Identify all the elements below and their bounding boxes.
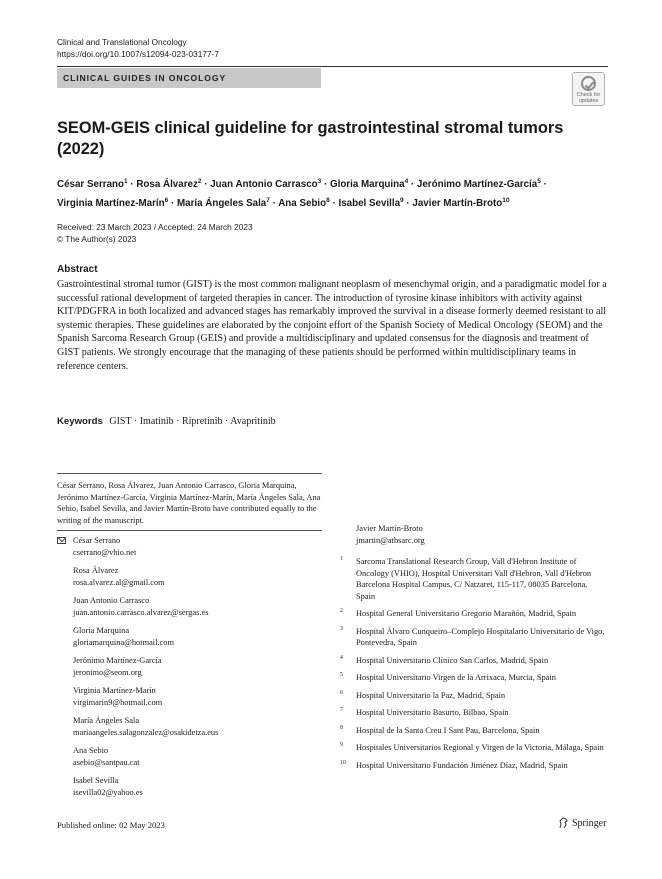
contact-item [57,595,327,618]
author[interactable] [412,198,509,209]
publisher-name: Springer [572,817,607,829]
author[interactable] [177,198,270,209]
keywords-list: GIST · Imatinib · Ripretinib · Avapritinib [109,416,276,427]
journal-header [57,37,219,60]
affiliation-text: Sarcoma Translational Research Group, Vall d'Hebron Institute of Oncology (VHIO), Hospital Universitari Vall d'Hebron, Vall d'Hebron Barcelona Hospital Campus, C/ Natzaret, 115-117, 08035 Barcelona, Spain [356,557,592,601]
contact-item [57,775,327,798]
author-name: María Ángeles Sala [176,197,267,209]
contact-list [57,535,327,805]
affiliation-item [340,760,608,772]
contact-name: Jerónimo Martínez-García [73,656,162,665]
contact-name: Ana Sebio [73,746,109,755]
contact-email[interactable]: juan.antonio.carrasco.alvarez@sergas.es [73,607,209,617]
contact-name: Virginia Martínez-Marín [73,686,156,695]
affiliation-number: 3 [340,625,343,632]
affiliation-text: Hospital Universitario la Paz, Madrid, Spain [356,690,506,700]
author-affiliation-number: 5 [537,178,541,185]
author-name: Gloria Marquina [329,179,405,190]
affiliation-item [340,690,608,702]
affiliation-item [340,626,608,649]
received-accepted: Received: 23 March 2023 / Accepted: 24 March 2023 [57,222,253,232]
footnote-rule [57,473,322,474]
affiliation-text: Hospital Universitario Basurto, Bilbao, Spain [356,708,509,717]
equal-contribution-note: César Serrano, Rosa Álvarez, Juan Antonio Carrasco, Gloria Marquina, Jerónimo Martínez-García, Virginia Martínez-Marín, María Ángeles Sala, Ana Sebio, Isabel Sevilla, and Javier Martín-Broto have contributed equally to the writing of the manuscript. [57,481,321,525]
affiliation-number: 6 [340,689,343,696]
contact-item [57,715,327,738]
check-for-updates-badge[interactable] [572,72,605,106]
author[interactable] [278,198,330,209]
author[interactable] [417,179,541,190]
author-affiliation-number: 9 [400,196,404,204]
affiliation-item [340,725,608,737]
affiliation-number: 9 [340,742,343,748]
contact-email[interactable]: gloriamarquina@hotmail.com [73,637,174,647]
contact-email[interactable]: jmartin@atbsarc.org [356,535,425,545]
affiliation-number: 10 [340,759,346,766]
author-name: Javier Martín-Broto [412,197,503,209]
contact-name: María Ángeles Sala [73,716,140,725]
affiliation-number: 8 [340,724,343,731]
affiliation-item [340,655,608,667]
affiliation-list [340,556,608,777]
author-name: Virginia Martínez-Marín [57,197,165,209]
author-name: Isabel Sevilla [338,197,401,209]
contact-email[interactable]: asebio@santpau.cat [73,757,140,767]
affiliation-text: Hospital Universitario Fundación Jiménez Díaz, Madrid, Spain [356,760,568,770]
contact-email[interactable]: cserrano@vhio.net [73,547,137,557]
author-affiliation-number: 8 [326,196,330,204]
contact-item [57,685,327,708]
author[interactable] [338,198,403,209]
author-affiliation-number: 7 [266,196,270,204]
author-affiliation-number: 6 [164,196,169,204]
contact-name: Gloria Marquina [73,626,130,635]
article-dates [57,221,253,245]
author-name: César Serrano [57,179,124,190]
author-affiliation-number: 3 [317,178,322,185]
affiliation-number: 1 [340,556,343,562]
journal-name: Clinical and Translational Oncology [57,37,187,47]
check-updates-line2: updates [578,98,599,104]
springer-horse-icon [558,817,569,829]
affiliation-item [340,742,608,754]
article-title: SEOM-GEIS clinical guideline for gastrointestinal stromal tumors (2022) [57,119,564,158]
abstract-text: Gastrointestinal stromal tumor (GIST) is the most common malignant neoplasm of mesenchymal origin, and a paradigmatic model for a successful rational development of targeted therapies in cancer. The introduction of tyrosine kinase inhibitors with activity against KIT/PDGFRA in both localized and advanced stages has remarkably improved the survival in a disease formerly deemed resistant to all systemic therapies. These guidelines are elaborated by the conjoint effort of the Spanish Society of Medical Oncology (SEOM) and the Spanish Sarcoma Research Group (GEIS) and provide a multidisciplinary and updated consensus for the diagnosis and treatment of GIST patients. We strongly encourage that the managing of these patients should be performed within multidisciplinary teams in reference centers. [57,279,607,372]
author-name: Juan Antonio Carrasco [210,179,318,190]
header-rule [57,66,608,67]
contact-email[interactable]: isevilla02@yahoo.es [73,787,143,797]
contact-rule [57,530,322,531]
check-updates-line1: Check for [576,92,601,98]
section-banner: CLINICAL GUIDES IN ONCOLOGY [57,68,321,88]
envelope-icon [57,537,66,544]
affiliation-text: Hospital Álvaro Cunqueiro–Complejo Hospitalario Universitario de Vigo, Pontevedra, Spain [356,626,605,647]
copyright: © The Author(s) 2023 [57,234,137,244]
author-affiliation-number: 4 [404,178,409,185]
author[interactable] [57,198,168,209]
affiliation-number: 4 [340,654,343,661]
author-affiliation-number: 10 [502,196,510,204]
contact-email[interactable]: rosa.alvarez.al@gmail.com [73,577,165,587]
affiliation-item [340,707,608,719]
author[interactable] [210,179,321,190]
affiliation-item [340,608,608,620]
author-affiliation-number: 2 [197,178,202,185]
contact-item [57,565,327,588]
publisher-logo [558,817,606,829]
check-icon [581,76,596,91]
affiliation-number: 7 [340,707,343,713]
contact-email[interactable]: virgimarin9@hotmail.com [73,697,163,707]
contact-name: Rosa Álvarez [73,566,119,575]
author-name: Rosa Álvarez [136,179,198,190]
keywords-label: Keywords [57,416,103,427]
author-list: César Serrano$^1$ · Rosa Álvarez$^2$ · Juan Antonio Carrasco$^3$ · Gloria Marquina$^4$ · Jerónimo Martínez-García$^5$ · Virginia Martínez-Marín$^6$ · María Ángeles Sala$^7$ · Ana Sebio$^8$ · Isabel Sevilla$^9$ · Javier Martín-Broto$^{10}$ [57,178,547,209]
contact-email[interactable]: mariaangeles.salagonzalez@osakidetza.eus [73,727,219,737]
affiliation-text: Hospital de la Santa Creu I Sant Pau, Barcelona, Spain [356,725,540,735]
author[interactable] [136,179,201,190]
affiliation-item [340,672,608,684]
affiliation-text: Hospital Universitario Virgen de la Arrixaca, Murcia, Spain [356,673,556,682]
author[interactable] [57,179,128,190]
affiliation-number: 5 [340,672,343,678]
keywords [57,416,276,427]
contact-name: César Serrano [73,536,121,545]
affiliation-number: 2 [340,608,343,614]
contact-name: Javier Martín-Broto [356,524,423,533]
author-affiliation-number: 1 [123,178,128,185]
author-name: Ana Sebio [278,197,327,209]
corresponding-contact [356,523,425,546]
affiliation-text: Hospitales Universitarios Regional y Virgen de la Victoria, Málaga, Spain [356,743,604,752]
contact-name: Isabel Sevilla [73,776,119,785]
contact-name: Juan Antonio Carrasco [73,596,150,605]
author-name: Jerónimo Martínez-García [416,179,538,190]
abstract-heading: Abstract [57,264,98,275]
author[interactable] [330,179,408,190]
published-date: Published online: 02 May 2023 [57,820,165,830]
affiliation-text: Hospital General Universitario Gregorio Marañón, Madrid, Spain [356,609,577,618]
contact-item [57,535,327,558]
contact-item [57,625,327,648]
contact-item [57,745,327,768]
affiliation-item [340,556,608,602]
contact-email[interactable]: jeronimo@seom.org [73,667,142,677]
contact-item [57,655,327,678]
affiliation-text: Hospital Universitario Clínico San Carlos, Madrid, Spain [356,655,549,665]
doi-link[interactable]: https://doi.org/10.1007/s12094-023-03177-7 [57,48,219,59]
